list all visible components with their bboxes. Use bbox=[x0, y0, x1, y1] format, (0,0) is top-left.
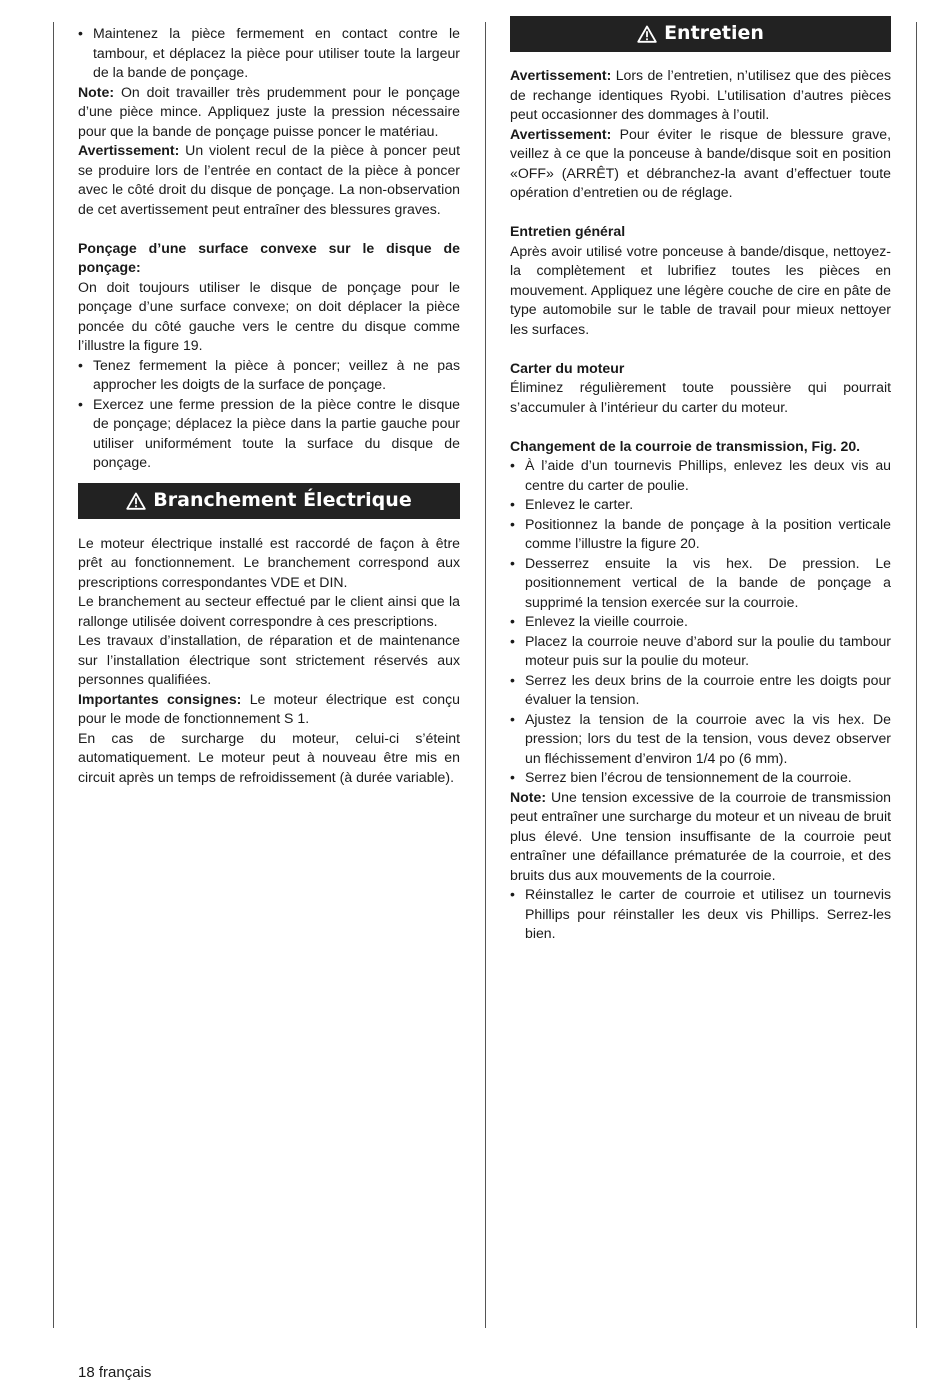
convex-bullet-list bbox=[78, 356, 460, 473]
note-label: Note: bbox=[510, 788, 547, 805]
list-item: • Serrez bien l’écrou de tensionnement de la courroie. bbox=[510, 768, 891, 788]
list-item: • Ajustez la tension de la courroie avec la vis hex. De pression; lors du test de la tension, vous devez observer un fléchissement d’environ 1/4 po (6 mm). bbox=[510, 710, 891, 769]
belt-bullet-list bbox=[510, 456, 891, 788]
warning-paragraph bbox=[510, 125, 891, 203]
warning-paragraph bbox=[78, 141, 460, 219]
electrical-paragraph-3: Les travaux d’installation, de réparation et de maintenance sur l’installation électrique sont strictement réservés aux personnes qualifiées. bbox=[78, 632, 460, 687]
electrical-paragraph-1: Le moteur électrique installé est raccordé de façon à être prêt au fonctionnement. Le branchement correspond aux prescriptions correspondantes VDE et DIN. bbox=[78, 534, 460, 590]
electrical-heading: Branchement Électrique bbox=[153, 488, 412, 511]
warning-paragraph bbox=[510, 66, 891, 125]
note-text: Une tension excessive de la courroie de transmission peut entraîner une surcharge du moteur et un niveau de bruit plus élevé. Une tension insuffisante de la courroie peut entraîner une défaillance prématurée de la courroie, et des bruits dus aux mouvements de la courroie. bbox=[510, 788, 891, 883]
motor-text: Éliminez régulièrement toute poussière qui pourrait s’accumuler à l’intérieur du carter du moteur. bbox=[510, 379, 891, 415]
list-item: • Desserrez ensuite la vis hex. De pression. Le positionnement vertical de la bande de ponçage a supprimé la tension exercée sur la courroie. bbox=[510, 554, 891, 613]
list-item: • Placez la courroie neuve d’abord sur la poulie du tambour moteur puis sur la poulie du moteur. bbox=[510, 632, 891, 671]
warning-text: Pour éviter le risque de blessure grave, veillez à ce que la ponceuse à bande/disque soit en position «OFF» (ARRÊT) et débranchez-la avant d’effectuer toute opération d’entretien ou de réglage. bbox=[510, 125, 892, 200]
list-item: • Positionnez la bande de ponçage à la position verticale comme l’illustre la figure 20. bbox=[510, 515, 891, 554]
right-column bbox=[510, 16, 891, 944]
left-margin-rule bbox=[53, 22, 54, 1328]
left-column bbox=[78, 24, 460, 787]
belt-heading: Changement de la courroie de transmission, Fig. 20. bbox=[510, 437, 861, 454]
general-heading: Entretien général bbox=[510, 223, 626, 239]
list-item: • Enlevez la vieille courroie. bbox=[510, 612, 891, 632]
warning-text: Un violent recul de la pièce à poncer peut se produire lors de l’entrée en contact de la pièce à poncer avec le côté droit du disque de ponçage. La non-observation de cet avertissement peut entraîner des blessures graves. bbox=[78, 142, 460, 217]
convex-text: On doit toujours utiliser le disque de ponçage pour le ponçage d’une surface convexe; on doit déplacer la pièce poncée du côté gauche vers le centre du disque comme l’illustre la figure 19. bbox=[78, 278, 460, 353]
note-text: On doit travailler très prudemment pour le ponçage d’une pièce mince. Appliquez juste la pression nécessaire pour que la bande de ponçage puisse poncer le matériau. bbox=[78, 83, 460, 139]
warning-label: Avertissement: bbox=[510, 67, 612, 83]
maintenance-heading: Entretien bbox=[664, 22, 764, 45]
page-footer: 18 français bbox=[78, 1364, 152, 1381]
note-paragraph bbox=[510, 788, 891, 886]
center-column-rule bbox=[485, 22, 486, 1328]
right-margin-rule bbox=[916, 22, 917, 1328]
warning-text: Lors de l’entretien, n’utilisez que des pièces de rechange identiques Ryobi. L’utilisation d’autres pièces peut occasionner des dommages à l’outil. bbox=[510, 67, 892, 122]
warning-label: Avertissement: bbox=[78, 142, 180, 158]
important-paragraph bbox=[78, 690, 460, 729]
general-text: Après avoir utilisé votre ponceuse à bande/disque, nettoyez-la complètement et lubrifiez toutes les pièces en mouvement. Appliquez une légère couche de cire en pâte de type automobile sur le table de travail pour mieux nettoyer les surfaces. bbox=[510, 242, 891, 337]
electrical-paragraph-2: Le branchement au secteur effectué par le client ainsi que la rallonge utilisée doivent correspondre à ces prescriptions. bbox=[78, 593, 460, 629]
list-item: • Réinstallez le carter de courroie et utilisez un tournevis Phillips pour réinstaller les deux vis Phillips. Serrez-les bien. bbox=[510, 885, 891, 944]
electrical-section-header bbox=[78, 483, 460, 519]
final-bullet-list bbox=[510, 885, 891, 944]
list-item: • Tenez fermement la pièce à poncer; veillez à ne pas approcher les doigts de la surface de ponçage. bbox=[78, 356, 460, 395]
list-item: • Exercez une ferme pression de la pièce contre le disque de ponçage; déplacez la pièce dans la partie gauche pour utiliser uniformément toute la surface du disque de ponçage. bbox=[78, 395, 460, 473]
note-label: Note: bbox=[78, 83, 115, 100]
motor-heading: Carter du moteur bbox=[510, 359, 625, 376]
convex-heading: Ponçage d’une surface convexe sur le disque de ponçage: bbox=[78, 239, 460, 275]
note-paragraph bbox=[78, 83, 460, 142]
warning-triangle-icon bbox=[126, 492, 146, 510]
list-item: • À l’aide d’un tournevis Phillips, enlevez les deux vis au centre du carter de poulie. bbox=[510, 456, 891, 495]
list-item: • Enlevez le carter. bbox=[510, 495, 891, 515]
important-label: Importantes consignes: bbox=[78, 690, 242, 707]
maintenance-section-header bbox=[510, 16, 891, 52]
intro-bullet: • Maintenez la pièce fermement en contact contre le tambour, et déplacez la pièce pour utiliser toute la largeur de la bande de ponçage. bbox=[78, 24, 460, 83]
intro-bullet-list bbox=[78, 24, 460, 83]
warning-triangle-icon bbox=[637, 25, 657, 43]
list-item: • Serrez les deux brins de la courroie entre les doigts pour évaluer la tension. bbox=[510, 671, 891, 710]
electrical-paragraph-5: En cas de surcharge du moteur, celui-ci s’éteint automatiquement. Le moteur peut à nouveau être mis en circuit après un temps de refroidissement (à durée variable). bbox=[78, 729, 460, 785]
important-text: Le moteur électrique est conçu pour le mode de fonctionnement S 1. bbox=[78, 690, 460, 726]
warning-label: Avertissement: bbox=[510, 125, 612, 142]
